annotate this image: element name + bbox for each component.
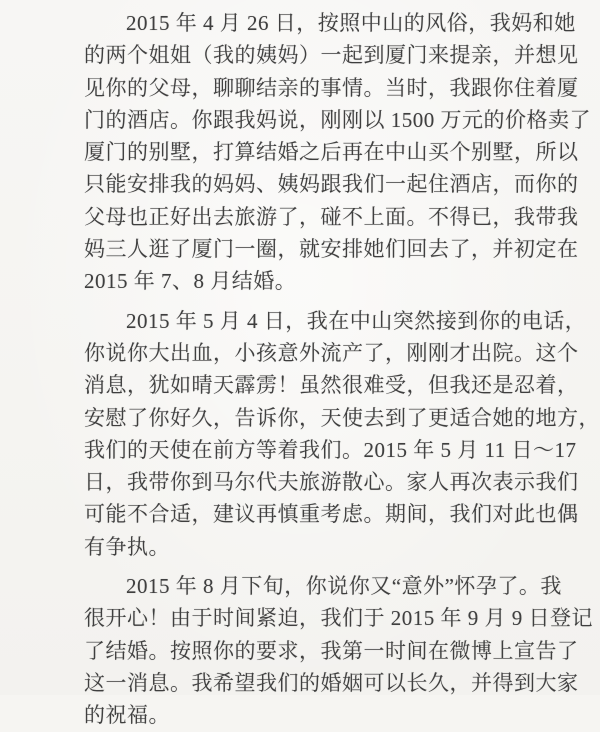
text-line: 可能不合适，建议再慎重考虑。期间，我们对此也偶	[84, 502, 579, 527]
text-line: 安慰了你好久，告诉你，天使去到了更适合她的地方，	[84, 405, 600, 430]
text-line: 的祝福。	[84, 703, 170, 728]
text-line: 妈三人逛了厦门一圈，就安排她们回去了，并初定在	[84, 237, 579, 262]
text-line: 2015 年 8 月下旬，你说你又“意外”怀孕了。我	[126, 574, 562, 599]
text-line: 厦门的别墅，打算结婚之后再在中山买个别墅，所以	[84, 140, 579, 165]
text-line: 你说你大出血，小孩意外流产了，刚刚才出院。这个	[84, 340, 579, 365]
text-line: 见你的父母，聊聊结亲的事情。当时，我跟你住着厦	[84, 75, 579, 100]
text-line: 2015 年 7、8 月结婚。	[84, 269, 297, 294]
text-line: 只能安排我的妈妈、姨妈跟我们一起住酒店，而你的	[84, 172, 579, 197]
text-line: 这一消息。我希望我们的婚姻可以长久，并得到大家	[84, 670, 579, 695]
text-line: 2015 年 5 月 4 日，我在中山突然接到你的电话，	[126, 308, 587, 333]
text-line: 我们的天使在前方等着我们。2015 年 5 月 11 日～17	[84, 437, 577, 462]
text-line: 有争执。	[84, 534, 170, 559]
paragraph-1	[84, 7, 591, 298]
text-line: 的两个姐姐（我的姨妈）一起到厦门来提亲，并想见	[84, 43, 579, 68]
text-line: 2015 年 4 月 26 日，按照中山的风俗，我妈和她	[126, 11, 576, 35]
text-line: 消息，犹如晴天霹雳！虽然很难受，但我还是忍着，	[84, 373, 579, 398]
text-line: 很开心！由于时间紧迫，我们于 2015 年 9 月 9 日登记	[84, 606, 593, 631]
paragraph-3	[84, 570, 593, 731]
text-line: 父母也正好出去旅游了，碰不上面。不得已，我带我	[84, 204, 579, 229]
text-line: 门的酒店。你跟我妈说，刚刚以 1500 万元的价格卖了	[84, 107, 591, 132]
paragraph-2	[84, 305, 600, 563]
text-line: 日，我带你到马尔代夫旅游散心。家人再次表示我们	[84, 470, 579, 495]
text-line: 了结婚。按照你的要求，我第一时间在微博上宣告了	[84, 638, 579, 663]
